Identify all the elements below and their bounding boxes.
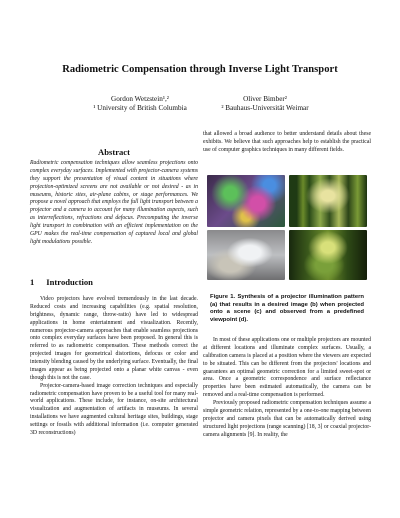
paragraph: Video projectors have evolved tremendously in the last decade. Reduced costs and increasing capabilities (e.g. spatial resolution, brightness, dynamic range, throw-ratio) have led to widespread applications in home entertainment and visualization. Recently, numerous projector-camera approaches that enable seamless projections onto complex everyday surfaces have been proposed. In general this is referred to as radiometric compensation. These methods correct the projected images for geometrical distortions, defocus or color and intensity blending caused by the underlying surface. Eventually, the final images appear as being projected onto a planar white canvas - even though this is not the case. (30, 296, 198, 381)
paragraph: Previously proposed radiometric compensation techniques assume a simple geometric relation, represented by a one-to-one mapping between projector and camera pixels that can be automatically derived using structured light projections (range scanning) [18, 3] or coaxial projector-camera alignments [9]. In reality, the (203, 400, 371, 438)
section-number: 1 (30, 277, 35, 287)
right-column-continuation: that allowed a broad audience to better understand details about these exhibits. We believe that such approaches help to establish the practical use of computer graphics techniques in many different fields. (203, 131, 371, 153)
paragraph: In most of these applications one or multiple projectors are mounted at different locations and illuminate complex surfaces. Usually, a calibration camera is placed at a position where the viewers are expected to be situated. This can be different from the projectors' locations and guarantees an optimal geometric correction for a limited sweet-spot or area. Once a geometric correspondence and surface reflectance properties have been estimated automatically, the camera can be removed and a real-time compensation is performed. (203, 337, 371, 399)
introduction-right-column (203, 337, 371, 439)
figure-panel-c-image (207, 230, 285, 280)
paragraph: Projector-camera-based image correction techniques and especially radiometric compensation have proven to be a useful tool for many real-world applications. These include, for instance, on-site architectural visualization and augmentation of artifacts in museums. In several installations we have augmented cultural heritage sites, buildings, stage settings or fossils with additional information (i.e. computer generated 3D reconstructions) (30, 382, 198, 436)
figure-caption: Figure 1. Synthesis of a projector illumination pattern (a) that results in a desired image (b) when projected onto a scene (c) and observed from a predefined viewpoint (d). (210, 294, 364, 324)
author-block-2 (195, 95, 335, 113)
author-affiliation: ¹ University of British Columbia (93, 104, 187, 113)
author-affiliation: ² Bauhaus-Universität Weimar (221, 104, 309, 113)
author-name: Gordon Wetzstein¹,² (111, 95, 169, 103)
section-title: Introduction (46, 277, 93, 287)
abstract-heading: Abstract (98, 147, 130, 157)
author-block-1 (70, 95, 210, 113)
author-name: Oliver Bimber² (243, 95, 287, 103)
figure-panel-b-image (289, 175, 367, 227)
section-heading-introduction (30, 277, 105, 287)
introduction-left-column (30, 296, 198, 438)
paper-title: Radiometric Compensation through Inverse Light Transport (62, 64, 338, 75)
figure-panel-a-image (207, 175, 285, 227)
abstract-text: Radiometric compensation techniques allow seamless projections onto complex everyday surfaces. Implemented with projector-camera systems they support the presentation of visual content in situations where projection-optimized screens are not available or not desired - as in museums, historic sites, air-plane cabins, or stage performances. We propose a novel approach that employs the full light transport between a projector and a camera to account for many illumination aspects, such as interreflections, refractions and defocus. Precomputing the inverse light transport in combination with an efficient implementation on the GPU makes the real-time compensation of captured local and global light modulations possible. (30, 160, 198, 245)
figure-panel-d-image (289, 230, 367, 280)
figure-1 (203, 172, 371, 282)
